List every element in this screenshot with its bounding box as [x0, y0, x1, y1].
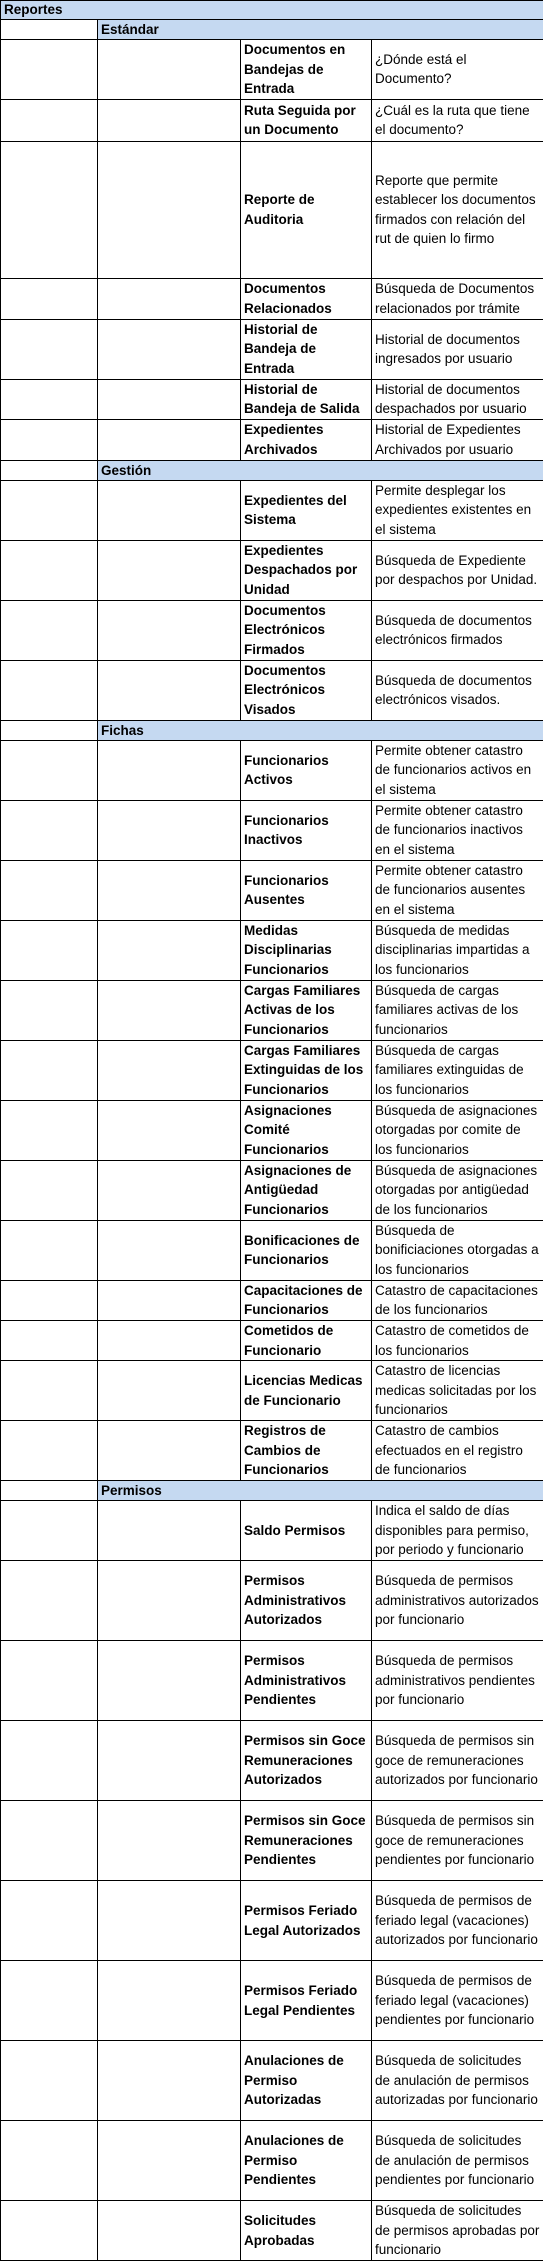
empty-cell [98, 540, 241, 600]
report-row [1, 1220, 543, 1280]
empty-cell [1, 99, 98, 141]
empty-cell [1, 1721, 98, 1801]
section-label: Permisos [98, 1481, 543, 1501]
report-row [1, 1100, 543, 1160]
empty-cell [1, 740, 98, 800]
report-description: Búsqueda de asignaciones otorgadas por comite de los funcionarios [372, 1100, 543, 1160]
empty-cell [1, 1561, 98, 1641]
report-description: Búsqueda de bonificiaciones otorgadas a los funcionarios [372, 1220, 543, 1280]
empty-cell [98, 2121, 241, 2201]
empty-cell [98, 1641, 241, 1721]
empty-cell [98, 379, 241, 419]
report-name: Saldo Permisos [241, 1501, 372, 1561]
report-name: Solicitudes Aprobadas [241, 2201, 372, 2261]
empty-cell [98, 2041, 241, 2121]
report-description: Búsqueda de permisos sin goce de remuneraciones pendientes por funcionario [372, 1801, 543, 1881]
empty-cell [98, 1320, 241, 1360]
empty-cell [1, 660, 98, 720]
empty-cell [1, 40, 98, 100]
report-description: Búsqueda de Documentos relacionados por trámite [372, 278, 543, 319]
report-name: Cometidos de Funcionario [241, 1320, 372, 1360]
report-name: Permisos Administrativos Autorizados [241, 1561, 372, 1641]
report-row [1, 1801, 543, 1881]
report-description: Búsqueda de asignaciones otorgadas por antigüedad de los funcionarios [372, 1160, 543, 1220]
report-row [1, 860, 543, 920]
report-description: Búsqueda de cargas familiares extinguidas de los funcionarios [372, 1040, 543, 1100]
report-name: Permisos sin Goce Remuneraciones Autorizados [241, 1721, 372, 1801]
report-description: ¿Cuál es la ruta que tiene el documento? [372, 99, 543, 141]
report-description: Indica el saldo de días disponibles para permiso, por periodo y funcionario [372, 1501, 543, 1561]
report-name: Asignaciones Comité Funcionarios [241, 1100, 372, 1160]
empty-cell [98, 1280, 241, 1320]
empty-cell [1, 1100, 98, 1160]
report-name: Bonificaciones de Funcionarios [241, 1220, 372, 1280]
empty-cell [98, 600, 241, 660]
empty-cell [98, 2201, 241, 2261]
report-row [1, 99, 543, 141]
empty-cell [98, 740, 241, 800]
empty-cell [1, 860, 98, 920]
section-label: Estándar [98, 20, 543, 40]
report-row [1, 419, 543, 460]
table-title-row [1, 1, 543, 20]
report-row [1, 980, 543, 1040]
empty-cell [1, 540, 98, 600]
report-description: Búsqueda de documentos electrónicos visados. [372, 660, 543, 720]
report-description: Búsqueda de permisos de feriado legal (vacaciones) pendientes por funcionario [372, 1961, 543, 2041]
report-description: Permite obtener catastro de funcionarios inactivos en el sistema [372, 800, 543, 860]
section-label: Gestión [98, 460, 543, 480]
empty-cell [1, 1421, 98, 1481]
empty-cell [1, 319, 98, 379]
report-row [1, 1881, 543, 1961]
report-row [1, 379, 543, 419]
report-description: Búsqueda de medidas disciplinarias impartidas a los funcionarios [372, 920, 543, 980]
empty-cell [1, 980, 98, 1040]
report-description: Catastro de cometidos de los funcionarios [372, 1320, 543, 1360]
report-name: Reporte de Auditoria [241, 141, 372, 278]
report-name: Funcionarios Ausentes [241, 860, 372, 920]
section-indent-cell [1, 20, 98, 40]
report-name: Documentos Electrónicos Firmados [241, 600, 372, 660]
report-row [1, 1641, 543, 1721]
report-row [1, 2121, 543, 2201]
report-description: Búsqueda de permisos sin goce de remuneraciones autorizados por funcionario [372, 1721, 543, 1801]
empty-cell [1, 419, 98, 460]
report-row [1, 1961, 543, 2041]
report-description: Historial de documentos despachados por usuario [372, 379, 543, 419]
report-name: Anulaciones de Permiso Pendientes [241, 2121, 372, 2201]
empty-cell [1, 1361, 98, 1421]
report-row [1, 800, 543, 860]
report-name: Historial de Bandeja de Entrada [241, 319, 372, 379]
empty-cell [1, 1040, 98, 1100]
report-row [1, 1040, 543, 1100]
report-description: Búsqueda de solicitudes de anulación de permisos pendientes por funcionario [372, 2121, 543, 2201]
report-row [1, 319, 543, 379]
report-name: Asignaciones de Antigüedad Funcionarios [241, 1160, 372, 1220]
empty-cell [98, 860, 241, 920]
report-row [1, 1160, 543, 1220]
empty-cell [98, 920, 241, 980]
report-name: Cargas Familiares Activas de los Funcionarios [241, 980, 372, 1040]
report-name: Permisos Feriado Legal Autorizados [241, 1881, 372, 1961]
report-name: Cargas Familiares Extinguidas de los Funcionarios [241, 1040, 372, 1100]
report-row [1, 278, 543, 319]
report-row [1, 2041, 543, 2121]
report-row [1, 480, 543, 540]
report-row [1, 600, 543, 660]
empty-cell [98, 40, 241, 100]
report-description: Catastro de licencias medicas solicitadas por los funcionarios [372, 1361, 543, 1421]
report-description: Búsqueda de cargas familiares activas de los funcionarios [372, 980, 543, 1040]
report-name: Permisos sin Goce Remuneraciones Pendientes [241, 1801, 372, 1881]
empty-cell [98, 980, 241, 1040]
empty-cell [1, 480, 98, 540]
report-row [1, 2201, 543, 2261]
empty-cell [98, 800, 241, 860]
report-description: Búsqueda de solicitudes de anulación de permisos autorizadas por funcionario [372, 2041, 543, 2121]
empty-cell [98, 1721, 241, 1801]
empty-cell [1, 1320, 98, 1360]
section-header-row [1, 1481, 543, 1501]
report-description: Búsqueda de permisos de feriado legal (vacaciones) autorizados por funcionario [372, 1881, 543, 1961]
report-name: Documentos Electrónicos Visados [241, 660, 372, 720]
section-indent-cell [1, 460, 98, 480]
report-row [1, 1421, 543, 1481]
table-title: Reportes [1, 1, 543, 20]
empty-cell [1, 1881, 98, 1961]
empty-cell [98, 419, 241, 460]
report-name: Registros de Cambios de Funcionarios [241, 1421, 372, 1481]
reports-table-body [1, 1, 543, 2261]
empty-cell [98, 1421, 241, 1481]
report-description: Permite desplegar los expedientes existentes en el sistema [372, 480, 543, 540]
empty-cell [1, 800, 98, 860]
empty-cell [1, 1220, 98, 1280]
report-name: Funcionarios Inactivos [241, 800, 372, 860]
report-description: Búsqueda de documentos electrónicos firmados [372, 600, 543, 660]
empty-cell [98, 278, 241, 319]
empty-cell [1, 1801, 98, 1881]
empty-cell [1, 1961, 98, 2041]
report-description: Búsqueda de Expediente por despachos por Unidad. [372, 540, 543, 600]
empty-cell [98, 1040, 241, 1100]
report-name: Anulaciones de Permiso Autorizadas [241, 2041, 372, 2121]
report-row [1, 740, 543, 800]
empty-cell [1, 2041, 98, 2121]
report-description: Búsqueda de permisos administrativos autorizados por funcionario [372, 1561, 543, 1641]
empty-cell [98, 1561, 241, 1641]
report-row [1, 1561, 543, 1641]
report-row [1, 1280, 543, 1320]
report-row [1, 141, 543, 278]
empty-cell [1, 141, 98, 278]
report-name: Medidas Disciplinarias Funcionarios [241, 920, 372, 980]
report-row [1, 920, 543, 980]
report-description: Permite obtener catastro de funcionarios ausentes en el sistema [372, 860, 543, 920]
empty-cell [98, 1220, 241, 1280]
report-description: ¿Dónde está el Documento? [372, 40, 543, 100]
report-row [1, 1501, 543, 1561]
report-name: Expedientes Despachados por Unidad [241, 540, 372, 600]
empty-cell [1, 600, 98, 660]
empty-cell [98, 1361, 241, 1421]
empty-cell [98, 1501, 241, 1561]
section-header-row [1, 720, 543, 740]
report-row [1, 40, 543, 100]
report-name: Permisos Feriado Legal Pendientes [241, 1961, 372, 2041]
empty-cell [98, 480, 241, 540]
empty-cell [98, 99, 241, 141]
section-indent-cell [1, 1481, 98, 1501]
empty-cell [1, 379, 98, 419]
report-description: Catastro de cambios efectuados en el registro de funcionarios [372, 1421, 543, 1481]
report-name: Documentos Relacionados [241, 278, 372, 319]
empty-cell [1, 2201, 98, 2261]
report-description: Historial de Expedientes Archivados por usuario [372, 419, 543, 460]
empty-cell [1, 278, 98, 319]
report-row [1, 1361, 543, 1421]
report-name: Funcionarios Activos [241, 740, 372, 800]
report-name: Expedientes del Sistema [241, 480, 372, 540]
report-row [1, 1721, 543, 1801]
empty-cell [98, 660, 241, 720]
empty-cell [1, 1160, 98, 1220]
report-name: Licencias Medicas de Funcionario [241, 1361, 372, 1421]
report-description: Reporte que permite establecer los documentos firmados con relación del rut de quien lo firmo [372, 141, 543, 278]
report-name: Historial de Bandeja de Salida [241, 379, 372, 419]
empty-cell [98, 319, 241, 379]
section-header-row [1, 460, 543, 480]
report-name: Ruta Seguida por un Documento [241, 99, 372, 141]
report-name: Documentos en Bandejas de Entrada [241, 40, 372, 100]
empty-cell [1, 1641, 98, 1721]
empty-cell [98, 1801, 241, 1881]
empty-cell [1, 1280, 98, 1320]
report-description: Búsqueda de permisos administrativos pendientes por funcionario [372, 1641, 543, 1721]
report-description: Historial de documentos ingresados por usuario [372, 319, 543, 379]
report-name: Capacitaciones de Funcionarios [241, 1280, 372, 1320]
report-description: Permite obtener catastro de funcionarios activos en el sistema [372, 740, 543, 800]
report-description: Catastro de capacitaciones de los funcionarios [372, 1280, 543, 1320]
report-row [1, 1320, 543, 1360]
report-description: Búsqueda de solicitudes de permisos aprobadas por funcionario [372, 2201, 543, 2261]
empty-cell [98, 1160, 241, 1220]
empty-cell [1, 2121, 98, 2201]
empty-cell [1, 1501, 98, 1561]
empty-cell [98, 1961, 241, 2041]
report-name: Permisos Administrativos Pendientes [241, 1641, 372, 1721]
report-name: Expedientes Archivados [241, 419, 372, 460]
empty-cell [98, 1100, 241, 1160]
section-header-row [1, 20, 543, 40]
section-label: Fichas [98, 720, 543, 740]
report-row [1, 660, 543, 720]
report-row [1, 540, 543, 600]
empty-cell [98, 1881, 241, 1961]
section-indent-cell [1, 720, 98, 740]
empty-cell [98, 141, 241, 278]
empty-cell [1, 920, 98, 980]
